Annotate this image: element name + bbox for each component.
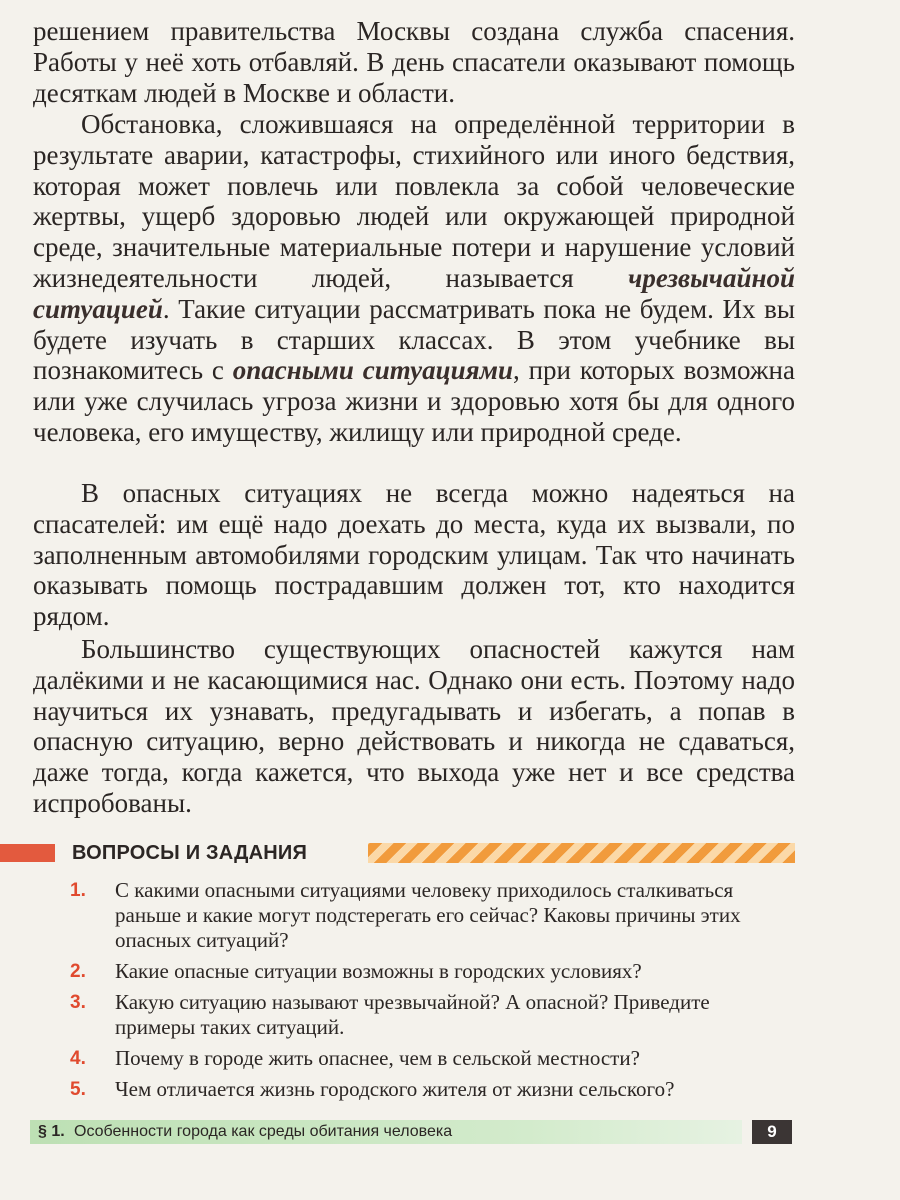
question-text: С какими опасными ситуациями человеку приходилось сталкиваться раньше и какие могут подстерегать его сейчас? Каковы причины этих опасных ситуаций? — [115, 878, 741, 952]
question-number: 2. — [70, 961, 86, 982]
questions-header — [0, 838, 900, 868]
page-footer — [30, 1120, 792, 1144]
question-text: Чем отличается жизнь городского жителя от жизни сельского? — [115, 1077, 675, 1101]
section-title: Особенности города как среды обитания человека — [74, 1123, 453, 1140]
header-hatch-stripe — [368, 843, 795, 863]
definition-text-3: , при которых возможна или уже случилась угроза жизни и здоровью хотя бы для одного человека, его имуществу, жилищу или природной среде. — [33, 355, 795, 447]
question-item — [70, 878, 790, 953]
paragraph-dangers: Большинство существующих опасностей кажутся нам далёкими и не касающимися нас. Однако они есть. Поэтому надо научиться их узнавать, предугадывать и избегать, а попав в опасную ситуацию, верно действовать и никогда не сдаваться, даже тогда, когда кажется, что выхода уже нет и все средства испробованы. — [33, 634, 795, 818]
question-text: Какие опасные ситуации возможны в городских условиях? — [115, 959, 642, 983]
paragraph-rescuers: В опасных ситуациях не всегда можно надеяться на спасателей: им ещё надо доехать до места, куда их вызвали, по заполненным автомобилями городским улицам. Так что начинать оказывать помощь пострадавшим должен тот, кто находится рядом. — [33, 478, 795, 632]
footer-bar — [30, 1120, 742, 1144]
questions-title: ВОПРОСЫ И ЗАДАНИЯ — [72, 842, 308, 864]
question-text: Какую ситуацию называют чрезвычайной? А опасной? Приведите примеры таких ситуаций. — [115, 990, 710, 1039]
section-number: § 1. — [38, 1123, 65, 1140]
question-number: 1. — [70, 880, 86, 901]
question-item — [70, 990, 790, 1040]
question-number: 3. — [70, 992, 86, 1013]
definition-text-1: Обстановка, сложившаяся на определённой территории в результате аварии, катастрофы, стихийного или иного бедствия, которая может повлечь или повлекла за собой человеческие жертвы, ущерб здоровью людей или окружающей природной среде, значительные материальные потери и нарушение условий жизнедеятельности людей, называется — [33, 109, 795, 293]
page-number: 9 — [752, 1120, 792, 1144]
question-item — [70, 1046, 790, 1071]
definition-text-2: . Такие ситуации рассматривать пока не будем. Их вы будете изучать в старших классах. В этом учебнике вы познакомитесь с — [33, 293, 795, 386]
questions-list — [70, 878, 790, 1108]
question-item — [70, 959, 790, 984]
question-number: 4. — [70, 1048, 86, 1069]
header-red-stripe — [0, 844, 55, 862]
question-item — [70, 1077, 790, 1102]
term-emergency-situation: чрезвычайной ситуацией — [33, 262, 795, 324]
question-number: 5. — [70, 1079, 86, 1100]
paragraph-intro: решением правительства Москвы создана служба спасения. Работы у неё хоть отбавляй. В день спасатели оказывают помощь десяткам людей в Москве и области. — [33, 16, 795, 108]
paragraph-definition — [33, 109, 795, 448]
question-text: Почему в городе жить опаснее, чем в сельской местности? — [115, 1046, 640, 1070]
term-dangerous-situations: опасными ситуациями — [232, 355, 514, 386]
